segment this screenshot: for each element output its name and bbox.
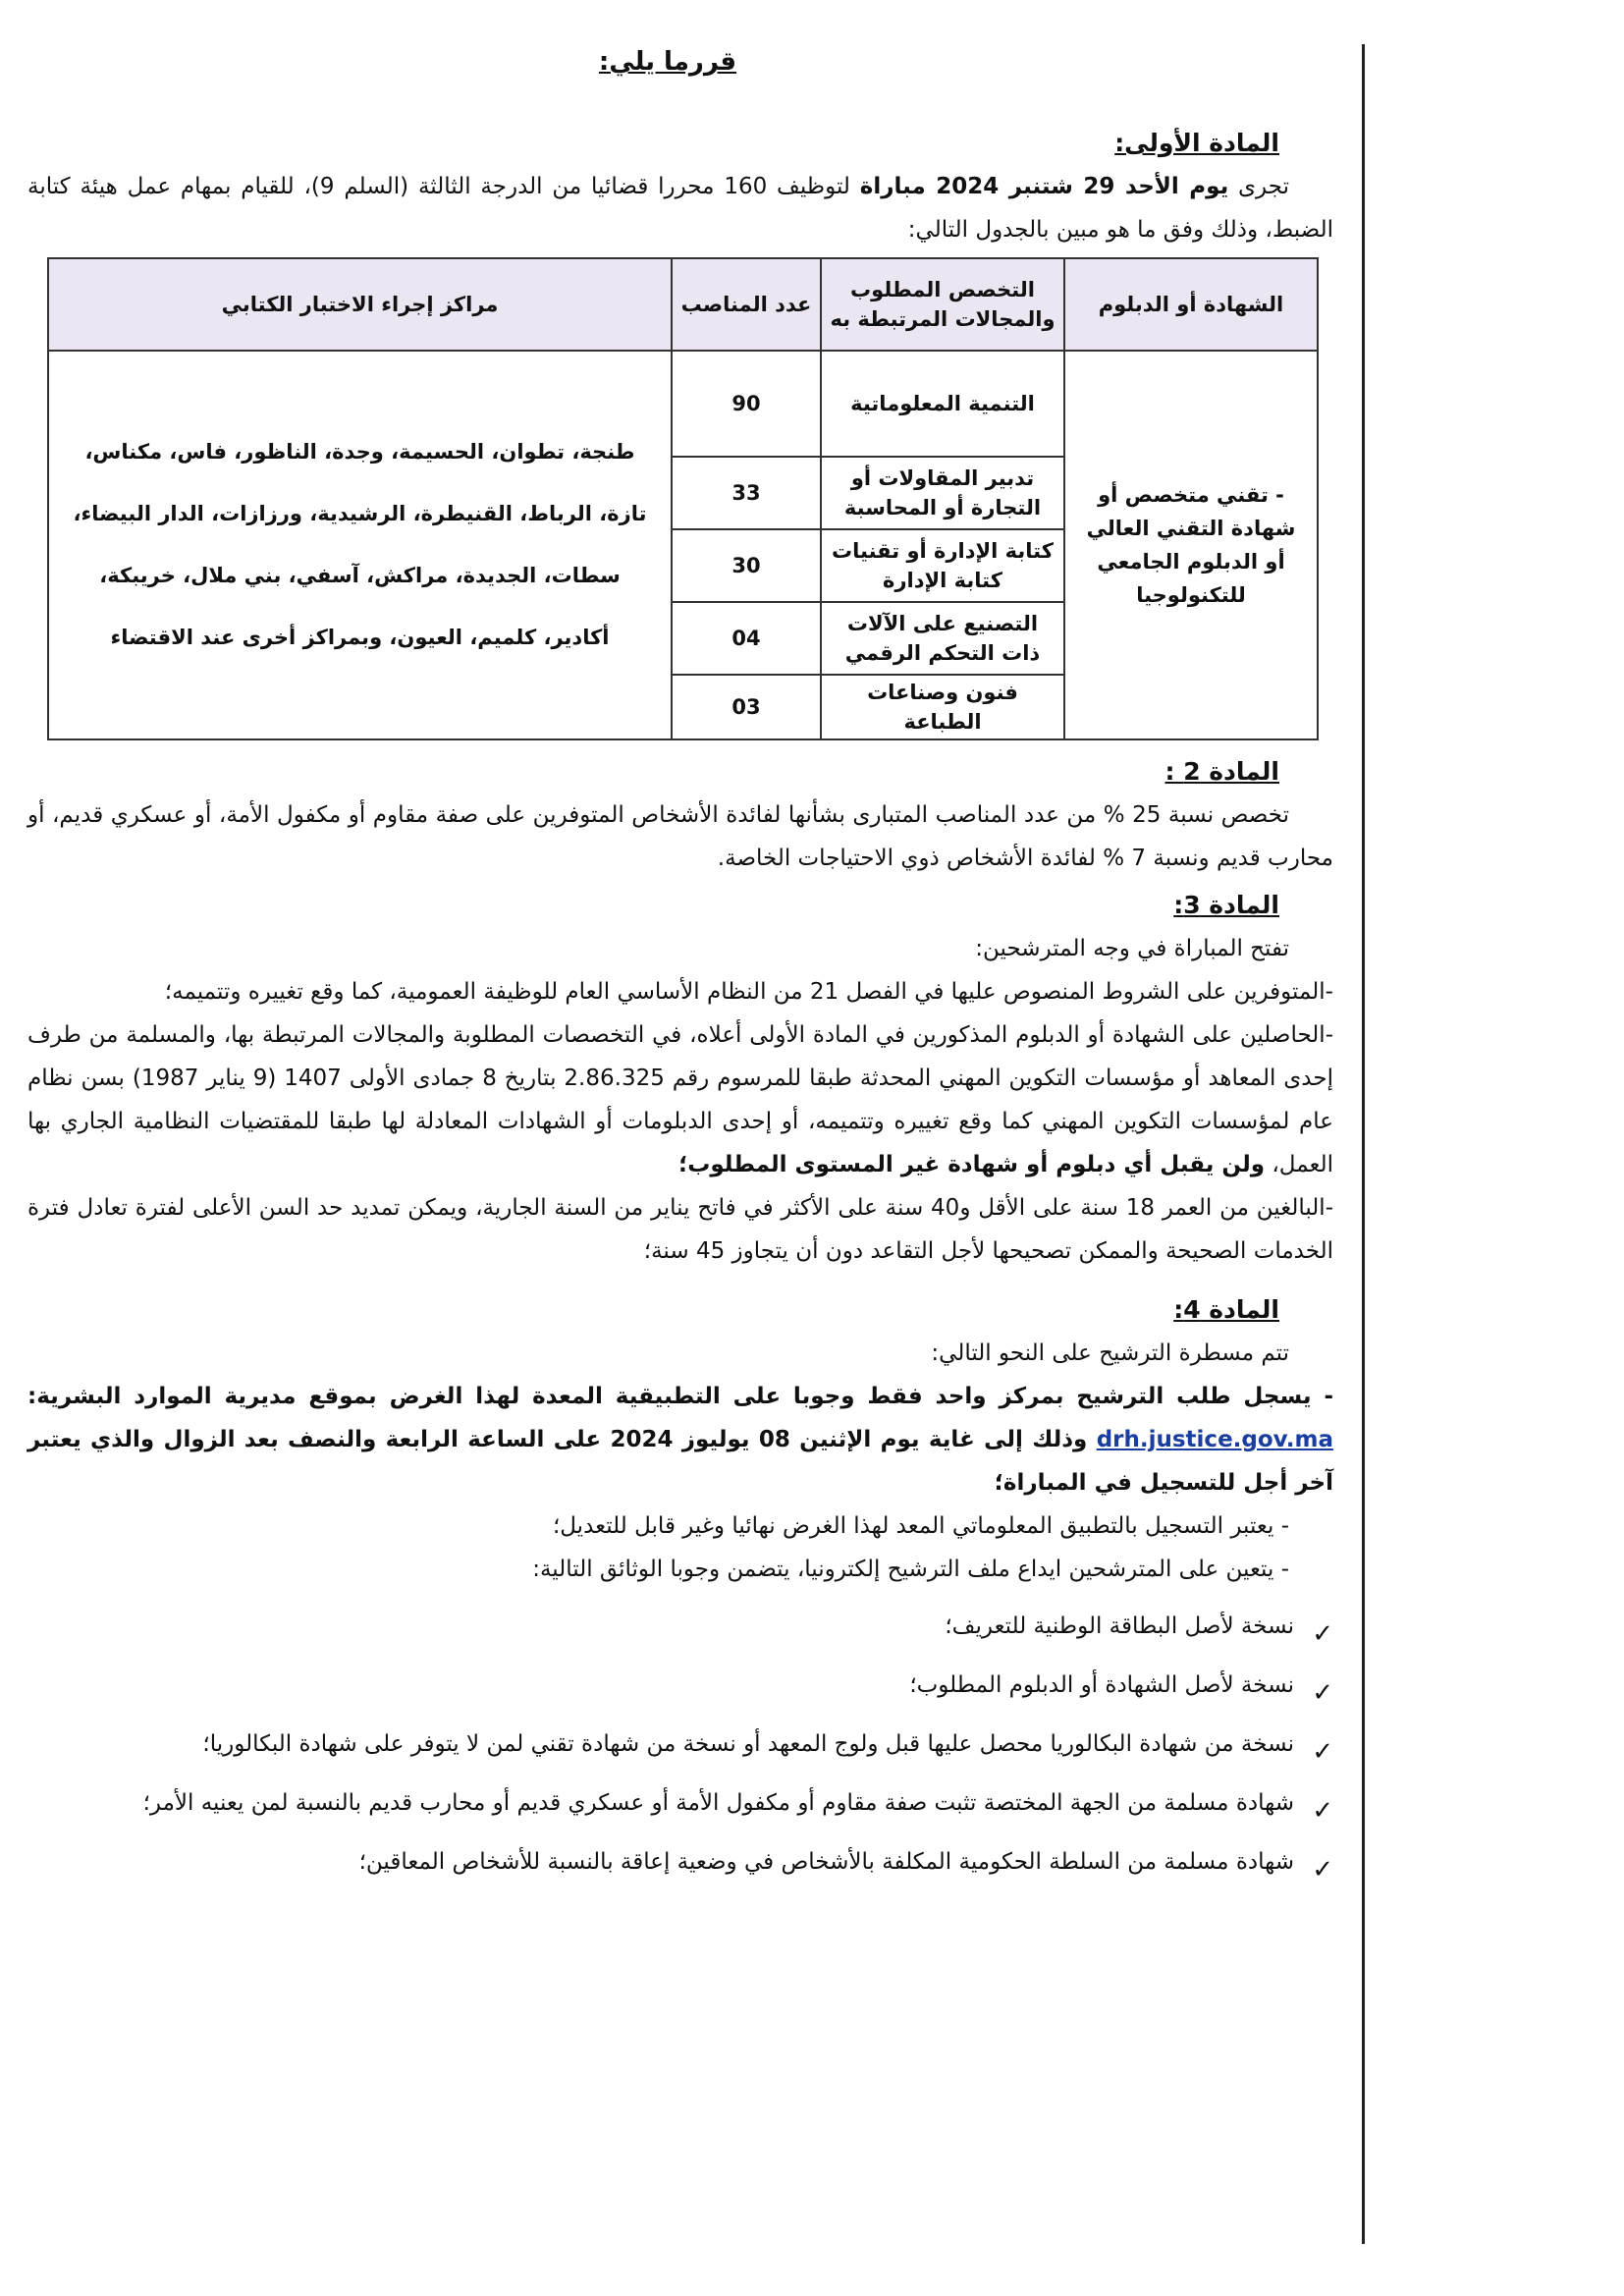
- positions-cell: 90: [672, 351, 821, 457]
- article3-item1: -المتوفرين على الشروط المنصوص عليها في الفصل 21 من النظام الأساسي العام للوظيفة العمومية، كما وقع تغييره وتتميمه؛: [164, 979, 1333, 1005]
- positions-cell: 33: [672, 457, 821, 529]
- specialty-cell: فنون وصناعات الطباعة: [821, 675, 1064, 739]
- check-icon: ✓: [1312, 1796, 1333, 1826]
- check-icon: ✓: [1312, 1619, 1333, 1649]
- table-row: [48, 351, 1318, 457]
- article4-item1: [27, 1375, 1333, 1504]
- decision-title: قررما يلي:: [598, 47, 737, 77]
- list-item: [27, 1715, 1333, 1774]
- check-icon: ✓: [1312, 1855, 1333, 1885]
- article4-item2: - يعتبر التسجيل بالتطبيق المعلوماتي المعد لهذا الغرض نهائيا وغير قابل للتعديل؛: [552, 1513, 1289, 1539]
- check-icon: ✓: [1312, 1737, 1333, 1767]
- article1-heading: المادة الأولى:: [1114, 129, 1279, 157]
- list-item: [27, 1597, 1333, 1656]
- header-positions: عدد المناصب: [672, 258, 821, 351]
- article4-intro: تتم مسطرة الترشيح على النحو التالي:: [931, 1340, 1289, 1366]
- positions-cell: 04: [672, 602, 821, 675]
- article1-intro: [27, 165, 1333, 251]
- specialty-cell: التنمية المعلوماتية: [821, 351, 1064, 457]
- centers-cell: طنجة، تطوان، الحسيمة، وجدة، الناظور، فاس، مكناس، تازة، الرباط، القنيطرة، الرشيدية، ورزازات، الدار البيضاء، سطات، الجديدة، مراكش، آسفي، بني ملال، خريبكة، أكادير، كلميم، العيون، وبمراكز أخرى عند الاقتضاء: [48, 351, 672, 739]
- article1-intro-part1: تجرى: [1228, 174, 1289, 199]
- article3-item2-text: -الحاصلين على الشهادة أو الدبلوم المذكورين في المادة الأولى أعلاه، في التخصصات المطلوبة والمجالات المرتبطة بها، والمسلمة من طرف إحدى المعاهد أو مؤسسات التكوين المهني المحدثة طبقا للمرسوم رقم 2.86.325 بتاريخ 8 جمادى الأولى 1407 (9 يناير 1987) بسن نظام عام لمؤسسات التكوين المهني كما وقع تغييره وتتميمه، أو إحدى الدبلومات أو الشهادات المعادلة لها طبقا للمقتضيات النظامية الجاري بها العمل،: [27, 1022, 1333, 1177]
- hr-website-link[interactable]: drh.justice.gov.ma: [1096, 1427, 1334, 1452]
- article3-intro: تفتح المباراة في وجه المترشحين:: [975, 936, 1289, 961]
- specialty-cell: كتابة الإدارة أو تقنيات كتابة الإدارة: [821, 529, 1064, 602]
- article2-text: تخصص نسبة 25 % من عدد المناصب المتبارى بشأنها لفائدة الأشخاص المتوفرين على صفة مقاوم أو مكفول الأمة، أو عسكري قديم، أو محارب قديم ونسبة 7 % لفائدة الأشخاص ذوي الاحتياجات الخاصة.: [27, 802, 1333, 871]
- list-item: [27, 1656, 1333, 1715]
- article3-item3: -البالغين من العمر 18 سنة على الأقل و40 سنة على الأكثر في فاتح يناير من السنة الجارية، ويمكن تمديد حد السن الأعلى لفترة تعادل فترة الخدمات الصحيحة والممكن تصحيحها لأجل التقاعد دون أن يتجاوز 45 سنة؛: [27, 1195, 1333, 1264]
- list-item: [27, 1832, 1333, 1891]
- specialty-cell: تدبير المقاولات أو التجارة أو المحاسبة: [821, 457, 1064, 529]
- document-item-text: نسخة لأصل الشهادة أو الدبلوم المطلوب؛: [909, 1672, 1294, 1698]
- article3-heading: المادة 3:: [1173, 891, 1279, 919]
- article2-heading: المادة 2 :: [1164, 757, 1279, 786]
- article4-item1-text: - يسجل طلب الترشيح بمركز واحد فقط وجوبا على التطبيقية المعدة لهذا الغرض بموقع مديرية الموارد البشرية:: [27, 1384, 1333, 1409]
- header-degree: الشهادة أو الدبلوم: [1064, 258, 1318, 351]
- check-icon: ✓: [1312, 1678, 1333, 1708]
- article4-heading: المادة 4:: [1173, 1295, 1279, 1324]
- article4-item3: - يتعين على المترشحين ايداع ملف الترشيح إلكترونيا، يتضمن وجوبا الوثائق التالية:: [532, 1557, 1289, 1582]
- document-item-text: نسخة من شهادة البكالوريا محصل عليها قبل ولوج المعهد أو نسخة من شهادة تقني لمن لا يتوفر على شهادة البكالوريا؛: [202, 1731, 1294, 1757]
- article4-item1-deadline: وذلك إلى غاية يوم الإثنين 08 يوليوز 2024 على الساعة الرابعة والنصف بعد الزوال والذي يعتبر آخر أجل للتسجيل في المباراة؛: [27, 1427, 1333, 1496]
- document-item-text: نسخة لأصل البطاقة الوطنية للتعريف؛: [945, 1613, 1294, 1639]
- margin-line: [1362, 44, 1365, 2244]
- article3-item2: [27, 1013, 1333, 1186]
- list-item: [27, 1774, 1333, 1832]
- specialty-cell: التصنيع على الآلات ذات التحكم الرقمي: [821, 602, 1064, 675]
- document-item-text: شهادة مسلمة من السلطة الحكومية المكلفة بالأشخاص في وضعية إعاقة بالنسبة للأشخاص المعاقين؛: [358, 1849, 1294, 1875]
- document-body: [27, 39, 1333, 1891]
- article1-intro-bold: يوم الأحد 29 شتنبر 2024 مباراة: [859, 174, 1229, 199]
- header-centers: مراكز إجراء الاختبار الكتابي: [48, 258, 672, 351]
- table-header-row: [48, 258, 1318, 351]
- positions-cell: 03: [672, 675, 821, 739]
- positions-cell: 30: [672, 529, 821, 602]
- degree-cell: - تقني متخصص أو شهادة التقني العالي أو الدبلوم الجامعي للتكنولوجيا: [1064, 351, 1318, 739]
- article3-item2-bold: ولن يقبل أي دبلوم أو شهادة غير المستوى المطلوب؛: [678, 1152, 1266, 1177]
- document-item-text: شهادة مسلمة من الجهة المختصة تثبت صفة مقاوم أو مكفول الأمة أو عسكري قديم أو محارب قديم بالنسبة لمن يعنيه الأمر؛: [142, 1790, 1294, 1816]
- header-specialty: التخصص المطلوب والمجالات المرتبطة به: [821, 258, 1064, 351]
- article1-intro-part2: لتوظيف 160 محررا قضائيا من الدرجة الثالثة (السلم 9)، للقيام بمهام عمل هيئة كتابة الضبط، وذلك وفق ما هو مبين بالجدول التالي:: [27, 174, 1333, 243]
- positions-table: [47, 257, 1319, 740]
